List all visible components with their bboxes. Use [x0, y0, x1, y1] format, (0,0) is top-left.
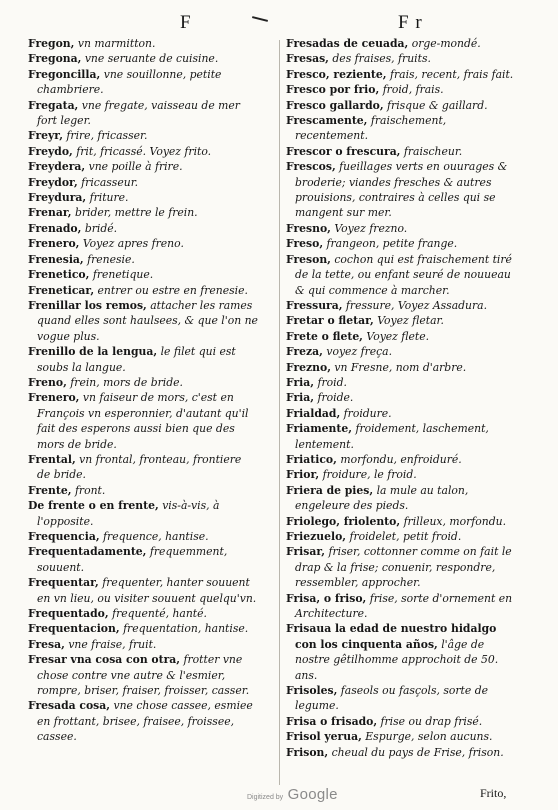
- entry-definition: frisque & gaillard.: [387, 98, 488, 112]
- dictionary-entry: [286, 329, 520, 344]
- entry-headword: Freson,: [286, 252, 331, 266]
- dictionary-entry: [28, 375, 258, 390]
- right-column: [286, 36, 520, 760]
- entry-definition: bridé.: [84, 221, 118, 235]
- header-ornament: [252, 16, 268, 22]
- entry-headword: Friera de pies,: [286, 483, 374, 497]
- entry-definition: froidure.: [343, 406, 392, 420]
- entry-definition: frangeon, petite frange.: [326, 237, 458, 251]
- entry-headword: Freydo,: [28, 144, 73, 158]
- entry-definition: brider, mettre le frein.: [74, 206, 198, 220]
- entry-definition: le filet qui est soubs la langue.: [37, 345, 236, 374]
- dictionary-entry: [286, 406, 520, 421]
- dictionary-entry: [28, 483, 258, 498]
- dictionary-entry: [286, 221, 520, 236]
- dictionary-entry: [286, 390, 520, 405]
- dictionary-entry: [286, 467, 520, 482]
- entry-definition: vne poille à frire.: [88, 160, 183, 174]
- entry-definition: froide.: [317, 391, 354, 405]
- entry-definition: frequentation, hantise.: [123, 622, 249, 636]
- entry-definition: vne souillonne, petite chambriere.: [37, 67, 222, 97]
- dictionary-entry: [286, 745, 520, 760]
- entry-headword: Frisa, o friso,: [286, 591, 367, 605]
- dictionary-entry: [28, 190, 258, 205]
- entry-definition: froidure, le froid.: [322, 468, 417, 482]
- dictionary-entry: [286, 452, 520, 467]
- dictionary-entry: [28, 498, 258, 529]
- entry-definition: vne fraise, fruit.: [68, 637, 157, 651]
- entry-definition: attacher les rames quand elles sont haulsees, & que l'on ne vogue plus.: [37, 298, 258, 343]
- entry-headword: Fregoncilla,: [28, 67, 101, 81]
- dictionary-entry: [286, 82, 520, 97]
- entry-headword: Fresadas de ceuada,: [286, 37, 409, 50]
- dictionary-entry: [286, 51, 520, 66]
- entry-headword: Fresada cosa,: [28, 699, 111, 713]
- entry-definition: frequenté, hanté.: [112, 607, 207, 621]
- entry-headword: Fresas,: [286, 52, 329, 66]
- left-column: [28, 36, 258, 745]
- dictionary-entry: [286, 144, 520, 159]
- entry-headword: Frisar,: [286, 545, 326, 559]
- entry-headword: Frialdad,: [286, 406, 341, 420]
- dictionary-entry: [286, 252, 520, 298]
- dictionary-entry: [286, 714, 520, 729]
- dictionary-entry: [28, 452, 258, 483]
- entry-headword: Fria,: [286, 375, 315, 389]
- entry-headword: Fresco, reziente,: [286, 67, 387, 81]
- dictionary-entry: [286, 98, 520, 113]
- entry-definition: front.: [74, 483, 106, 497]
- entry-definition: fueillages verts en ouurages & broderie; viandes fresches & autres prouisions, contraires à celles qui se mangent sur mer.: [295, 160, 508, 220]
- entry-definition: vn marmitton.: [77, 37, 156, 50]
- dictionary-entry: [286, 621, 520, 683]
- entry-headword: Frison,: [286, 745, 329, 759]
- dictionary-entry: [28, 67, 258, 98]
- entry-definition: friture.: [89, 191, 129, 205]
- entry-headword: Frete o flete,: [286, 329, 363, 343]
- entry-headword: Frescamente,: [286, 114, 368, 128]
- entry-headword: Frezno,: [286, 360, 331, 374]
- entry-definition: orge-mondé.: [411, 37, 481, 50]
- entry-definition: frilleux, morfondu.: [403, 514, 507, 528]
- entry-headword: Frenillar los remos,: [28, 298, 147, 312]
- dictionary-entry: [28, 621, 258, 636]
- entry-headword: Fresco gallardo,: [286, 98, 384, 112]
- entry-definition: l'âge de nostre gêtilhomme approchoit de 50. ans.: [295, 637, 499, 682]
- dictionary-entry: [28, 298, 258, 344]
- entry-definition: fressure, Voyez Assadura.: [345, 298, 488, 312]
- entry-definition: frise, sorte d'ornement en Architecture.: [295, 591, 513, 621]
- entry-headword: Fregon,: [28, 37, 75, 50]
- entry-definition: cochon qui est fraischement tiré de la tette, ou enfant seuré de nouueau & qui commence à marcher.: [295, 252, 512, 297]
- entry-definition: frenesie.: [87, 252, 135, 266]
- entry-definition: vne fregate, vaisseau de mer fort leger.: [37, 98, 240, 128]
- entry-headword: Frenillo de la lengua,: [28, 345, 158, 359]
- entry-definition: froidelet, petit froid.: [349, 530, 462, 543]
- dictionary-entry: [286, 67, 520, 82]
- entry-definition: frenetique.: [92, 268, 154, 282]
- entry-definition: frein, mors de bride.: [70, 375, 183, 389]
- dictionary-entry: [286, 529, 520, 544]
- entry-definition: morfondu, enfroiduré.: [340, 452, 462, 466]
- entry-definition: vne chose cassee, esmiee en frottant, brisee, fraisee, froissee, cassee.: [37, 699, 253, 744]
- entry-definition: frequenter, hanter souuent en vn lieu, ou visiter souuent quelqu'vn.: [37, 576, 257, 605]
- entry-definition: frit, fricassé. Voyez frito.: [76, 144, 212, 158]
- dictionary-entry: [28, 221, 258, 236]
- entry-headword: Fria,: [286, 391, 315, 405]
- dictionary-entry: [286, 344, 520, 359]
- entry-headword: Frequentado,: [28, 607, 109, 621]
- entry-headword: Freydura,: [28, 191, 87, 205]
- entry-definition: frire, fricasser.: [66, 129, 148, 143]
- dictionary-entry: [286, 683, 520, 714]
- dictionary-entry: [28, 606, 258, 621]
- entry-definition: froid.: [317, 375, 347, 389]
- dictionary-entry: [28, 175, 258, 190]
- dictionary-entry: [286, 421, 520, 452]
- dictionary-entry: [286, 236, 520, 251]
- entry-headword: Fresa,: [28, 637, 65, 651]
- entry-definition: vn Fresne, nom d'arbre.: [334, 360, 467, 374]
- entry-definition: des fraises, fruits.: [332, 52, 431, 66]
- dictionary-entry: [286, 159, 520, 221]
- entry-headword: Freno,: [28, 375, 67, 389]
- entry-definition: Espurge, selon aucuns.: [365, 730, 493, 744]
- entry-definition: froid, frais.: [382, 83, 444, 97]
- entry-definition: vn faiseur de mors, c'est en François vn esperonnier, d'autant qu'il fait des esperons aussi bien que des mors de bride.: [37, 391, 249, 451]
- dictionary-entry: [286, 298, 520, 313]
- catchword: Frito,: [480, 786, 507, 800]
- entry-definition: vn frontal, fronteau, frontiere de bride.: [37, 452, 242, 482]
- dictionary-entry: [28, 390, 258, 452]
- entry-definition: friser, cottonner comme on fait le drap & la frise; conuenir, respondre, ressembler, approcher.: [295, 545, 512, 590]
- entry-headword: Frescor o frescura,: [286, 144, 401, 158]
- dictionary-entry: [28, 529, 258, 544]
- dictionary-entry: [286, 360, 520, 375]
- entry-headword: Frequentar,: [28, 576, 99, 590]
- entry-headword: Frisol yerua,: [286, 730, 362, 744]
- entry-headword: De frente o en frente,: [28, 499, 159, 513]
- entry-definition: frequence, hantise.: [103, 530, 209, 543]
- entry-headword: Fresar vna cosa con otra,: [28, 653, 181, 667]
- page-header-left: F: [180, 12, 192, 33]
- dictionary-entry: [28, 283, 258, 298]
- entry-headword: Freydera,: [28, 160, 86, 174]
- dictionary-entry: [286, 113, 520, 144]
- entry-definition: frotter vne chose contre vne autre & l'esmier, rompre, briser, fraiser, froisser, casser.: [37, 653, 250, 698]
- column-divider: [279, 40, 280, 785]
- entry-headword: Friezuelo,: [286, 530, 347, 543]
- dictionary-entry: [28, 652, 258, 698]
- entry-headword: Fresno,: [286, 221, 331, 235]
- entry-headword: Friatico,: [286, 452, 337, 466]
- entry-headword: Frisa o frisado,: [286, 714, 378, 728]
- dictionary-entry: [28, 144, 258, 159]
- entry-definition: faseols ou fasçols, sorte de legume.: [295, 684, 489, 713]
- entry-headword: Frental,: [28, 452, 76, 466]
- dictionary-entry: [286, 375, 520, 390]
- entry-definition: Voyez flete.: [366, 329, 430, 343]
- entry-headword: Fretar o fletar,: [286, 314, 374, 328]
- dictionary-entry: [286, 36, 520, 51]
- dictionary-entry: [28, 252, 258, 267]
- entry-definition: frais, recent, frais fait.: [389, 67, 514, 81]
- entry-headword: Freneticar,: [28, 283, 95, 297]
- entry-definition: cheual du pays de Frise, frison.: [331, 745, 504, 759]
- dictionary-entry: [28, 36, 258, 51]
- dictionary-entry: [286, 514, 520, 529]
- entry-headword: Frior,: [286, 468, 320, 482]
- entry-definition: fraischeur.: [403, 144, 463, 158]
- entry-headword: Frequencia,: [28, 530, 100, 543]
- entry-headword: Freza,: [286, 345, 323, 359]
- entry-headword: Frenar,: [28, 206, 72, 220]
- entry-headword: Fregata,: [28, 98, 79, 112]
- entry-headword: Friolego, friolento,: [286, 514, 401, 528]
- entry-definition: Voyez frezno.: [334, 221, 408, 235]
- dictionary-entry: [28, 236, 258, 251]
- dictionary-entry: [28, 51, 258, 66]
- entry-definition: entrer ou estre en frenesie.: [97, 283, 248, 297]
- entry-definition: froidement, laschement, lentement.: [295, 422, 489, 451]
- entry-headword: Frenetico,: [28, 268, 90, 282]
- entry-headword: Frequentacion,: [28, 622, 120, 636]
- entry-definition: frise ou drap frisé.: [380, 714, 483, 728]
- dictionary-entry: [286, 544, 520, 590]
- google-logo: Google: [287, 786, 338, 803]
- dictionary-entry: [28, 698, 258, 744]
- entry-headword: Frenado,: [28, 221, 82, 235]
- dictionary-entry: [28, 575, 258, 606]
- dictionary-entry: [286, 483, 520, 514]
- entry-headword: Frenero,: [28, 391, 80, 405]
- entry-definition: la mule au talon, engeleure des pieds.: [295, 483, 469, 513]
- entry-headword: Fressura,: [286, 298, 343, 312]
- entry-headword: Freso,: [286, 237, 324, 251]
- dictionary-entry: [286, 591, 520, 622]
- entry-definition: Voyez fletar.: [377, 314, 444, 328]
- entry-headword: Fresco por frio,: [286, 83, 380, 97]
- digitized-watermark: [247, 786, 338, 804]
- entry-headword: Frente,: [28, 483, 72, 497]
- dictionary-entry: [286, 313, 520, 328]
- entry-definition: Voyez apres freno.: [82, 237, 184, 251]
- dictionary-entry: [28, 267, 258, 282]
- entry-headword: Friamente,: [286, 422, 353, 436]
- entry-headword: Frisoles,: [286, 684, 338, 698]
- dictionary-entry: [28, 205, 258, 220]
- dictionary-entry: [28, 128, 258, 143]
- page-header-right: F r: [398, 12, 423, 33]
- entry-definition: frequemment, souuent.: [37, 545, 228, 574]
- dictionary-entry: [28, 344, 258, 375]
- entry-definition: vne seruante de cuisine.: [84, 52, 219, 66]
- entry-headword: Frequentadamente,: [28, 545, 147, 559]
- watermark-prefix: Digitized by: [247, 794, 284, 801]
- entry-definition: voyez freça.: [326, 345, 393, 359]
- dictionary-entry: [28, 544, 258, 575]
- entry-definition: vis-à-vis, à l'opposite.: [37, 499, 220, 528]
- entry-headword: Freyr,: [28, 129, 63, 143]
- dictionary-entry: [28, 159, 258, 174]
- entry-headword: Frisaua la edad de nuestro hidalgo con los cinquenta años,: [286, 622, 497, 651]
- entry-headword: Frescos,: [286, 160, 336, 174]
- entry-definition: fraischement, recentement.: [295, 114, 447, 143]
- dictionary-entry: [28, 637, 258, 652]
- entry-headword: Freydor,: [28, 175, 78, 189]
- dictionary-entry: [286, 729, 520, 744]
- entry-headword: Frenero,: [28, 237, 80, 251]
- entry-headword: Frenesia,: [28, 252, 84, 266]
- dictionary-entry: [28, 98, 258, 129]
- entry-definition: fricasseur.: [81, 175, 139, 189]
- entry-headword: Fregona,: [28, 52, 82, 66]
